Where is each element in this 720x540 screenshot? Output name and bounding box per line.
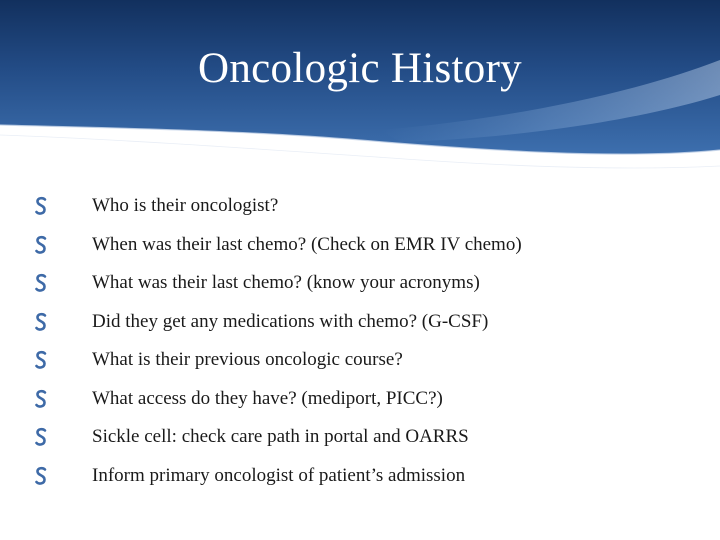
ornamental-s-bullet-icon <box>30 427 52 447</box>
bullet-text: Who is their oncologist? <box>92 195 279 216</box>
bullet-text: What is their previous oncologic course? <box>92 349 403 370</box>
bullet-text: Inform primary oncologist of patient’s admission <box>92 464 466 486</box>
bullet-item <box>30 190 700 222</box>
ornamental-s-bullet-icon <box>30 350 52 370</box>
ornamental-s-bullet-icon <box>30 466 52 486</box>
bullet-item <box>30 229 700 261</box>
bullet-item <box>30 421 700 453</box>
bullet-item <box>30 267 700 299</box>
bullet-item <box>30 460 700 492</box>
bullet-text: When was their last chemo? (Check on EMR IV chemo) <box>92 233 522 255</box>
bullet-list <box>30 190 700 498</box>
ornamental-s-bullet-icon <box>30 196 52 216</box>
bullet-text: Did they get any medications with chemo? (G-CSF) <box>92 310 489 332</box>
bullet-text: What was their last chemo? (know your acronyms) <box>92 272 480 293</box>
bullet-item <box>30 344 700 376</box>
bullet-item <box>30 383 700 415</box>
bullet-text: Sickle cell: check care path in portal and OARRS <box>92 426 469 447</box>
slide-title: Oncologic History <box>198 45 522 92</box>
ornamental-s-bullet-icon <box>30 273 52 293</box>
bullet-text: What access do they have? (mediport, PICC?) <box>92 387 443 409</box>
ornamental-s-bullet-icon <box>30 235 52 255</box>
ornamental-s-bullet-icon <box>30 389 52 409</box>
ornamental-s-bullet-icon <box>30 312 52 332</box>
bullet-item <box>30 306 700 338</box>
